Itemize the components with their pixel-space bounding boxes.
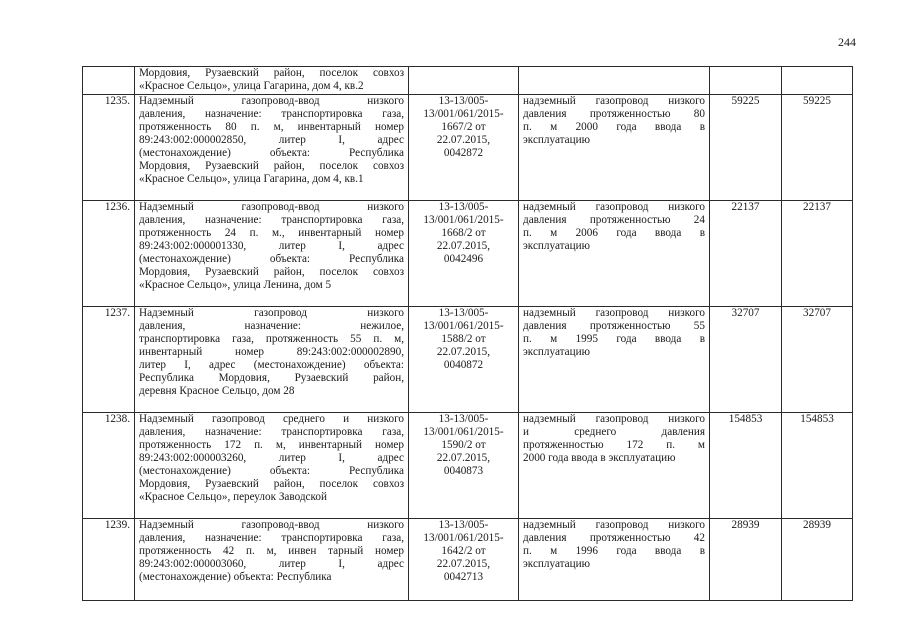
name-line: (местонахождение) объекта: Республика bbox=[139, 465, 404, 477]
table-row bbox=[83, 67, 853, 95]
name-line: давления, назначение: транспортировка газа, bbox=[139, 426, 404, 438]
page-number: 244 bbox=[838, 35, 856, 49]
name-line: Надземный газопровод среднего и низкого bbox=[139, 413, 404, 425]
name-line: Мордовия, Рузаевский район, поселок совхоз bbox=[139, 160, 404, 172]
value-1: 22137 bbox=[731, 201, 760, 213]
name-line: давления, назначение: транспортировка газа, bbox=[139, 214, 404, 226]
value-2: 28939 bbox=[803, 519, 831, 531]
name-line: давления, назначение: транспортировка газа, bbox=[139, 532, 404, 544]
reg-line: 13-13/005- bbox=[438, 519, 489, 531]
note-line: давления протяженностью 24 bbox=[523, 214, 705, 226]
name-line: Мордовия, Рузаевский район, поселок совхоз bbox=[139, 67, 404, 79]
reg-line: 13-13/005- bbox=[438, 413, 489, 425]
object-characteristics-cell bbox=[519, 95, 710, 201]
object-description-cell bbox=[135, 201, 409, 307]
registration-record-cell bbox=[409, 519, 519, 601]
name-line: давления, назначение: нежилое, bbox=[139, 320, 404, 332]
name-line: протяженность 24 п. м., инвентарный номер bbox=[139, 227, 404, 239]
note-line: надземный газопровод низкого bbox=[523, 201, 705, 213]
reg-line: 0042713 bbox=[443, 571, 484, 583]
name-line: деревня Красное Сельцо, дом 28 bbox=[139, 385, 295, 397]
object-characteristics-cell bbox=[519, 413, 710, 519]
note-line: и среднего давления bbox=[523, 426, 705, 438]
row-number: 1238. bbox=[104, 413, 130, 425]
reg-line: 22.07.2015, bbox=[436, 240, 491, 252]
name-line: протяженность 42 п. м, инвен тарный номер bbox=[139, 545, 404, 557]
reg-line: 22.07.2015, bbox=[436, 452, 491, 464]
name-line: Надземный газопровод-ввод низкого bbox=[139, 201, 404, 213]
row-number-cell bbox=[83, 95, 135, 201]
reg-line: 0040872 bbox=[443, 359, 484, 371]
object-characteristics-cell bbox=[519, 67, 710, 95]
name-line: 89:243:002:000003260, литер I, адрес bbox=[139, 452, 404, 464]
name-line: (местонахождение) объекта: Республика bbox=[139, 571, 332, 583]
name-line: Мордовия, Рузаевский район, поселок совхоз bbox=[139, 266, 404, 278]
reg-line: 13/001/061/2015- bbox=[423, 532, 504, 544]
object-description-cell bbox=[135, 67, 409, 95]
name-line: Надземный газопровод-ввод низкого bbox=[139, 95, 404, 107]
value-2: 32707 bbox=[803, 307, 831, 319]
reg-line: 13/001/061/2015- bbox=[423, 320, 504, 332]
value-cell-1 bbox=[710, 307, 782, 413]
row-number: 1235. bbox=[104, 95, 130, 107]
value-2: 154853 bbox=[800, 413, 834, 425]
name-line: (местонахождение) объекта: Республика bbox=[139, 253, 404, 265]
reg-line: 1667/2 от bbox=[441, 121, 486, 133]
value-1: 28939 bbox=[731, 519, 760, 531]
object-characteristics-cell bbox=[519, 201, 710, 307]
name-line: 89:243:002:000002850, литер I, адрес bbox=[139, 134, 404, 146]
object-description-cell bbox=[135, 413, 409, 519]
table-row bbox=[83, 519, 853, 601]
name-line: «Красное Сельцо», улица Ленина, дом 5 bbox=[139, 279, 332, 291]
note-line: давления протяженностью 42 bbox=[523, 532, 705, 544]
value-cell-1 bbox=[710, 201, 782, 307]
registration-record-cell bbox=[409, 67, 519, 95]
name-line: «Красное Сельцо», переулок Заводской bbox=[139, 491, 327, 503]
value-cell-1 bbox=[710, 95, 782, 201]
name-line: 89:243:002:000003060, литер I, адрес bbox=[139, 558, 404, 570]
row-number: 1239. bbox=[104, 519, 130, 531]
reg-line: 1588/2 от bbox=[441, 333, 486, 345]
object-characteristics-cell bbox=[519, 519, 710, 601]
reg-line: 0042496 bbox=[443, 253, 484, 265]
value-cell-1 bbox=[710, 67, 782, 95]
name-line: протяженность 172 п. м, инвентарный номер bbox=[139, 439, 404, 451]
note-line: давления протяженностью 55 bbox=[523, 320, 705, 332]
note-line: давления протяженностью 80 bbox=[523, 108, 705, 120]
registration-record-cell bbox=[409, 413, 519, 519]
name-line: Надземный газопровод низкого bbox=[139, 307, 404, 319]
note-line: п. м 1995 года ввода в bbox=[523, 333, 705, 345]
name-line: Республика Мордовия, Рузаевский район, bbox=[139, 372, 404, 384]
reg-line: 0042872 bbox=[443, 147, 484, 159]
note-line: надземный газопровод низкого bbox=[523, 307, 705, 319]
object-description-cell bbox=[135, 95, 409, 201]
name-line: (местонахождение) объекта: Республика bbox=[139, 147, 404, 159]
reg-line: 13-13/005- bbox=[438, 307, 489, 319]
row-number-cell bbox=[83, 67, 135, 95]
table-row bbox=[83, 307, 853, 413]
table-body bbox=[83, 67, 853, 601]
value-2: 22137 bbox=[803, 201, 831, 213]
note-line: п. м 2006 года ввода в bbox=[523, 227, 705, 239]
name-line: Надземный газопровод-ввод низкого bbox=[139, 519, 404, 531]
registration-record-cell bbox=[409, 307, 519, 413]
reg-line: 1642/2 от bbox=[441, 545, 486, 557]
row-number-cell bbox=[83, 413, 135, 519]
value-cell-2 bbox=[782, 307, 853, 413]
name-line: давления, назначение: транспортировка газа, bbox=[139, 108, 404, 120]
note-line: эксплуатацию bbox=[523, 134, 590, 146]
value-cell-2 bbox=[782, 95, 853, 201]
note-line: эксплуатацию bbox=[523, 346, 590, 358]
reg-line: 13-13/005- bbox=[438, 95, 489, 107]
reg-line: 13/001/061/2015- bbox=[423, 426, 504, 438]
registration-record-cell bbox=[409, 95, 519, 201]
table-row bbox=[83, 413, 853, 519]
row-number: 1237. bbox=[104, 307, 130, 319]
reg-line: 1590/2 от bbox=[441, 439, 486, 451]
note-line: надземный газопровод низкого bbox=[523, 95, 705, 107]
value-1: 59225 bbox=[731, 95, 760, 107]
reg-line: 22.07.2015, bbox=[436, 558, 491, 570]
note-line: протяженностью 172 п. м bbox=[523, 439, 705, 451]
value-cell-2 bbox=[782, 201, 853, 307]
name-line: литер I, адрес (местонахождение) объекта: bbox=[139, 359, 404, 371]
reg-line: 13/001/061/2015- bbox=[423, 108, 504, 120]
value-cell-2 bbox=[782, 67, 853, 95]
row-number-cell bbox=[83, 307, 135, 413]
name-line: протяженность 80 п. м, инвентарный номер bbox=[139, 121, 404, 133]
reg-line: 22.07.2015, bbox=[436, 346, 491, 358]
note-line: 2000 года ввода в эксплуатацию bbox=[523, 452, 676, 464]
value-cell-1 bbox=[710, 519, 782, 601]
row-number: 1236. bbox=[104, 201, 130, 213]
reg-line: 22.07.2015, bbox=[436, 134, 491, 146]
table-row bbox=[83, 95, 853, 201]
note-line: п. м 1996 года ввода в bbox=[523, 545, 705, 557]
value-1: 32707 bbox=[731, 307, 760, 319]
value-cell-1 bbox=[710, 413, 782, 519]
note-line: надземный газопровод низкого bbox=[523, 519, 705, 531]
name-line: инвентарный номер 89:243:002:000002890, bbox=[139, 346, 404, 358]
object-characteristics-cell bbox=[519, 307, 710, 413]
note-line: эксплуатацию bbox=[523, 558, 590, 570]
name-line: Мордовия, Рузаевский район, поселок совхоз bbox=[139, 478, 404, 490]
name-line: 89:243:002:000001330, литер I, адрес bbox=[139, 240, 404, 252]
reg-line: 13-13/005- bbox=[438, 201, 489, 213]
table-row bbox=[83, 201, 853, 307]
name-line: транспортировка газа, протяженность 55 п. м, bbox=[139, 333, 404, 345]
object-description-cell bbox=[135, 307, 409, 413]
value-2: 59225 bbox=[803, 95, 831, 107]
property-register-table bbox=[82, 66, 853, 601]
name-line: «Красное Сельцо», улица Гагарина, дом 4, кв.2 bbox=[139, 80, 364, 92]
note-line: надземный газопровод низкого bbox=[523, 413, 705, 425]
value-cell-2 bbox=[782, 413, 853, 519]
note-line: п. м 2000 года ввода в bbox=[523, 121, 705, 133]
note-line: эксплуатацию bbox=[523, 240, 590, 252]
row-number-cell bbox=[83, 201, 135, 307]
value-1: 154853 bbox=[728, 413, 763, 425]
value-cell-2 bbox=[782, 519, 853, 601]
row-number-cell bbox=[83, 519, 135, 601]
reg-line: 1668/2 от bbox=[441, 227, 486, 239]
reg-line: 0040873 bbox=[443, 465, 484, 477]
registration-record-cell bbox=[409, 201, 519, 307]
reg-line: 13/001/061/2015- bbox=[423, 214, 504, 226]
name-line: «Красное Сельцо», улица Гагарина, дом 4, кв.1 bbox=[139, 173, 364, 185]
object-description-cell bbox=[135, 519, 409, 601]
